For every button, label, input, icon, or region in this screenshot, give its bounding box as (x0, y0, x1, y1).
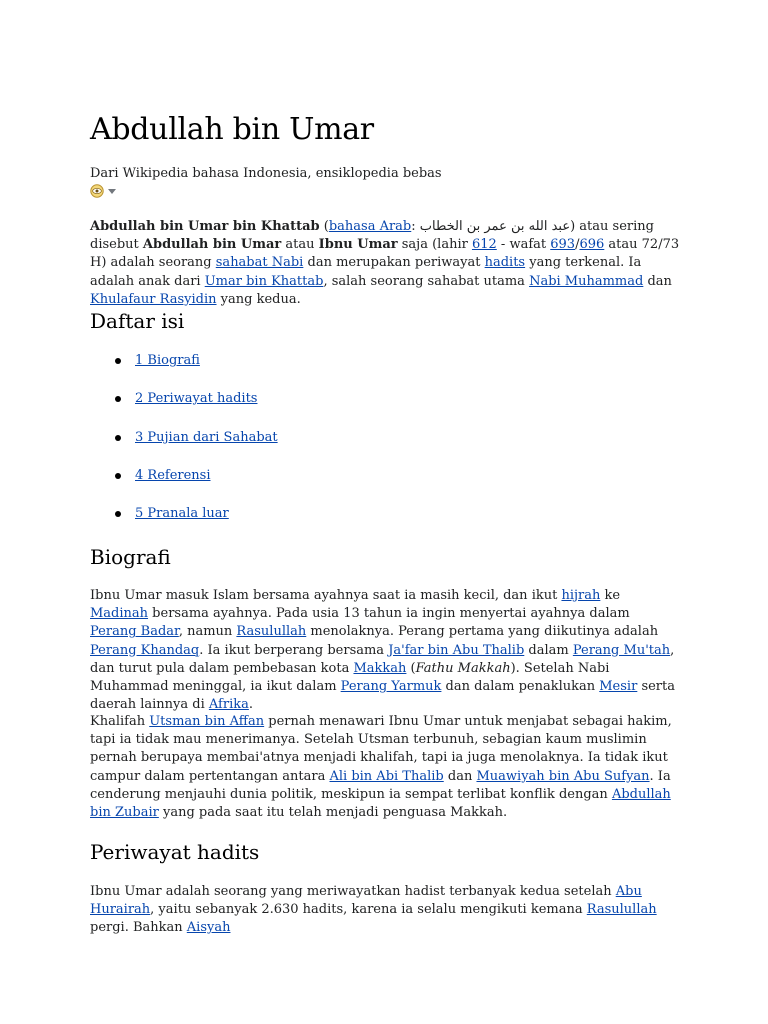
link[interactable]: 696 (579, 237, 605, 253)
section-heading-biografi: Biografi (90, 545, 171, 569)
link[interactable]: Ja'far bin Abu Thalib (388, 642, 525, 658)
link[interactable]: Rasulullah (236, 624, 307, 640)
link[interactable]: Perang Yarmuk (340, 679, 442, 695)
bold-term: Abdullah bin Umar bin Khattab (90, 219, 320, 234)
link[interactable]: Madinah (90, 606, 149, 622)
link[interactable]: Aisyah (186, 920, 231, 936)
watch-control[interactable] (90, 183, 116, 199)
chevron-down-icon[interactable] (108, 189, 116, 194)
link[interactable]: 612 (471, 237, 497, 253)
link[interactable]: Perang Mu'tah (572, 642, 671, 658)
link[interactable]: Khulafaur Rasyidin (90, 291, 217, 307)
link[interactable]: Mesir (599, 679, 638, 695)
link[interactable]: Abu Hurairah (90, 884, 642, 918)
link[interactable]: Muawiyah bin Abu Sufyan (476, 768, 650, 784)
link[interactable]: Perang Badar (90, 624, 179, 640)
toc-item (90, 467, 278, 505)
biografi-paragraph-1: Ibnu Umar masuk Islam bersama ayahnya saat ia masih kecil, dan ikut hijrah ke Madinah bersama ayahnya. Pada usia 13 tahun ia ingin menyertai ayahnya dalam Perang Badar, namun Rasulullah menolaknya. Perang pertama yang diikutinya adalah Perang Khandaq. Ia ikut berperang bersama Ja'far bin Abu Thalib dalam Perang Mu'tah, dan turut pula dalam pembebasan kota Makkah (Fathu Makkah). Setelah Nabi Muhammad meninggal, ia ikut dalam Perang Yarmuk dan dalam penaklukan Mesir serta daerah lainnya di Afrika. (90, 588, 675, 713)
link[interactable]: 693 (550, 237, 576, 253)
link[interactable]: Nabi Muhammad (529, 273, 644, 289)
link[interactable]: Perang Khandaq (90, 642, 200, 658)
link[interactable]: hijrah (561, 588, 601, 603)
link[interactable]: bahasa Arab (328, 219, 412, 234)
page-subtitle: Dari Wikipedia bahasa Indonesia, ensiklopedia bebas (90, 166, 442, 181)
link[interactable]: Utsman bin Affan (149, 714, 265, 729)
bold-term: Abdullah bin Umar (142, 237, 282, 253)
link[interactable]: Afrika (208, 697, 249, 713)
toc-item (90, 390, 278, 428)
link[interactable]: Ali bin Abi Thalib (329, 768, 444, 784)
toc-item (90, 429, 278, 467)
toc-link-pranala-luar[interactable]: 5 Pranala luar (135, 506, 229, 522)
intro-paragraph: Abdullah bin Umar bin Khattab (bahasa Arab: عبد الله بن عمر بن الخطاب) atau sering disebut Abdullah bin Umar atau Ibnu Umar saja (lahir 612 - wafat 693/696 atau 72/73 H) adalah seorang sahabat Nabi dan merupakan periwayat hadits yang terkenal. Ia adalah anak dari Umar bin Khattab, salah seorang sahabat utama Nabi Muhammad dan Khulafaur Rasyidin yang kedua. (90, 219, 680, 307)
biografi-paragraph-2: Khalifah Utsman bin Affan pernah menawari Ibnu Umar untuk menjabat sebagai hakim, tapi ia tidak mau menerimanya. Setelah Utsman terbunuh, sebagian kaum muslimin pernah berupaya membai'atnya menjadi khalifah, tapi ia juga menolaknya. Ia tidak ikut campur dalam pertentangan antara Ali bin Abi Thalib dan Muawiyah bin Abu Sufyan. Ia cenderung menjauhi dunia politik, meskipun ia sempat terlibat konflik dengan Abdullah bin Zubair yang pada saat itu telah menjadi penguasa Makkah. (90, 714, 672, 821)
link[interactable]: sahabat Nabi (215, 255, 304, 271)
periwayat-paragraph-1: Ibnu Umar adalah seorang yang meriwayatkan hadist terbanyak kedua setelah Abu Hurairah, yaitu sebanyak 2.630 hadits, karena ia selalu mengikuti kemana Rasulullah pergi. Bahkan Aisyah (90, 884, 657, 936)
italic-term: Fathu Makkah (415, 660, 511, 676)
toc-item (90, 352, 278, 390)
toc-link-pujian[interactable]: 3 Pujian dari Sahabat (135, 429, 278, 445)
link[interactable]: hadits (484, 255, 526, 271)
arabic-name: عبد الله بن عمر بن الخطاب (419, 219, 571, 234)
link[interactable]: Umar bin Khattab (204, 273, 324, 289)
table-of-contents (90, 352, 278, 543)
toc-item (90, 505, 278, 543)
link[interactable]: Rasulullah (586, 902, 657, 918)
link[interactable]: Abdullah bin Zubair (90, 786, 671, 821)
page-title: Abdullah bin Umar (90, 112, 374, 147)
toc-link-periwayat-hadits[interactable]: 2 Periwayat hadits (135, 391, 258, 407)
section-heading-periwayat: Periwayat hadits (90, 840, 260, 864)
toc-link-referensi[interactable]: 4 Referensi (135, 467, 211, 483)
toc-heading: Daftar isi (90, 309, 185, 333)
toc-link-biografi[interactable]: 1 Biografi (135, 353, 200, 368)
eye-icon[interactable] (90, 184, 104, 198)
bold-term: Ibnu Umar (318, 237, 398, 253)
link[interactable]: Makkah (353, 660, 407, 676)
